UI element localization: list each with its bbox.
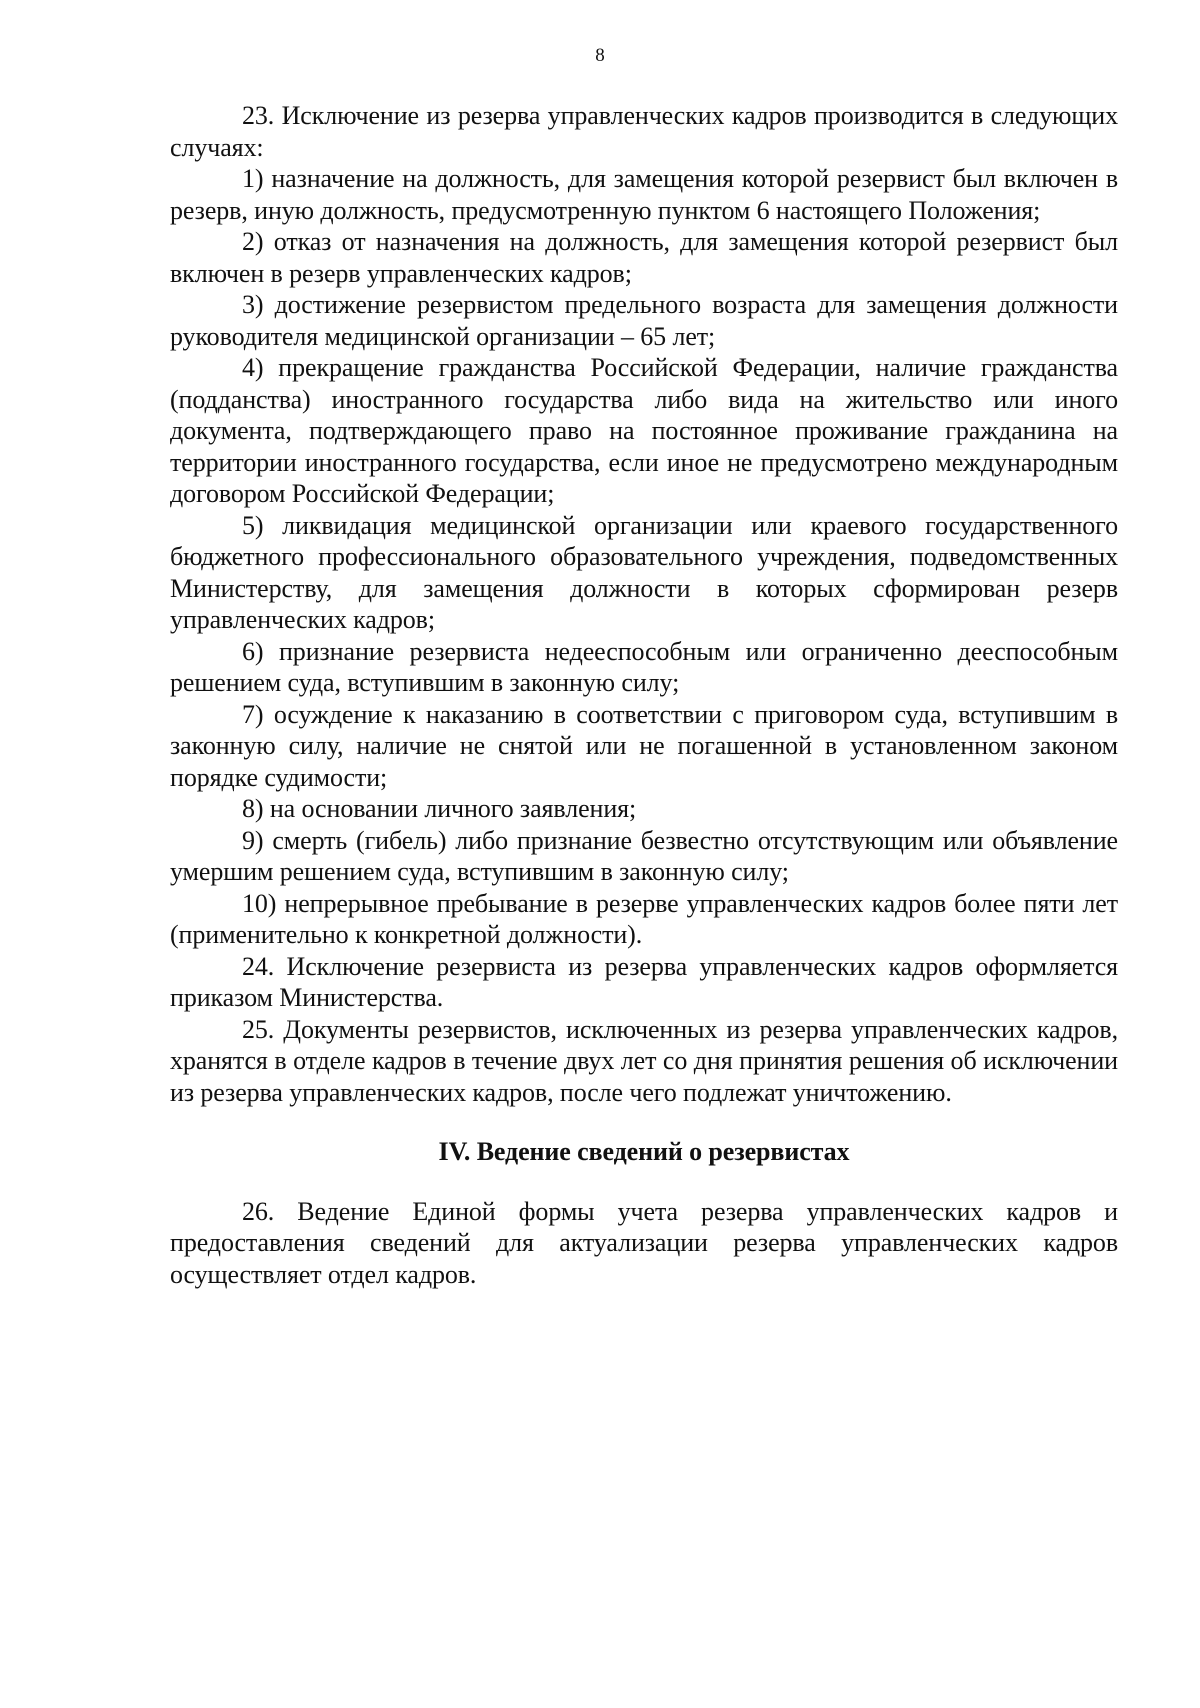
list-item-4: 4) прекращение гражданства Российской Федерации, наличие гражданства (подданства) иностранного государства либо вида на жительство или иного документа, подтверждающего право на постоянное проживание гражданина на территории иностранного государства, если иное не предусмотрено международным договором Российской Федерации; bbox=[170, 353, 1118, 508]
document-body bbox=[170, 100, 1118, 1290]
list-item-7: 7) осуждение к наказанию в соответствии с приговором суда, вступившим в законную силу, наличие не снятой или не погашенной в установленном законом порядке судимости; bbox=[170, 699, 1118, 792]
list-item-3: 3) достижение резервистом предельного возраста для замещения должности руководителя медицинской организации – 65 лет; bbox=[170, 290, 1118, 351]
paragraph-item-23: 23. Исключение из резерва управленческих кадров производится в следующих случаях: bbox=[170, 101, 1118, 162]
page-number: 8 bbox=[595, 45, 605, 66]
list-item-9: 9) смерть (гибель) либо признание безвестно отсутствующим или объявление умершим решением суда, вступившим в законную силу; bbox=[170, 825, 1118, 886]
list-item-1: 1) назначение на должность, для замещения которой резервист был включен в резерв, иную должность, предусмотренную пунктом 6 настоящего Положения; bbox=[170, 164, 1118, 225]
paragraph-item-25: 25. Документы резервистов, исключенных из резерва управленческих кадров, хранятся в отделе кадров в течение двух лет со дня принятия решения об исключении из резерва управленческих кадров, после чего подлежат уничтожению. bbox=[170, 1014, 1118, 1107]
list-item-10: 10) непрерывное пребывание в резерве управленческих кадров более пяти лет (применительно к конкретной должности). bbox=[170, 888, 1118, 949]
section-heading: IV. Ведение сведений о резервистах bbox=[438, 1137, 850, 1166]
list-item-8: 8) на основании личного заявления; bbox=[242, 794, 637, 823]
list-item-5: 5) ликвидация медицинской организации или краевого государственного бюджетного профессионального образовательного учреждения, подведомственных Министерству, для замещения должности в которых сформирован резерв управленческих кадров; bbox=[170, 510, 1118, 634]
paragraph-item-24: 24. Исключение резервиста из резерва управленческих кадров оформляется приказом Министерства. bbox=[170, 951, 1118, 1012]
list-item-6: 6) признание резервиста недееспособным или ограниченно дееспособным решением суда, вступившим в законную силу; bbox=[170, 636, 1118, 697]
list-item-2: 2) отказ от назначения на должность, для замещения которой резервист был включен в резерв управленческих кадров; bbox=[170, 227, 1118, 288]
paragraph-item-26: 26. Ведение Единой формы учета резерва управленческих кадров и предоставления сведений для актуализации резерва управленческих кадров осуществляет отдел кадров. bbox=[170, 1196, 1118, 1289]
